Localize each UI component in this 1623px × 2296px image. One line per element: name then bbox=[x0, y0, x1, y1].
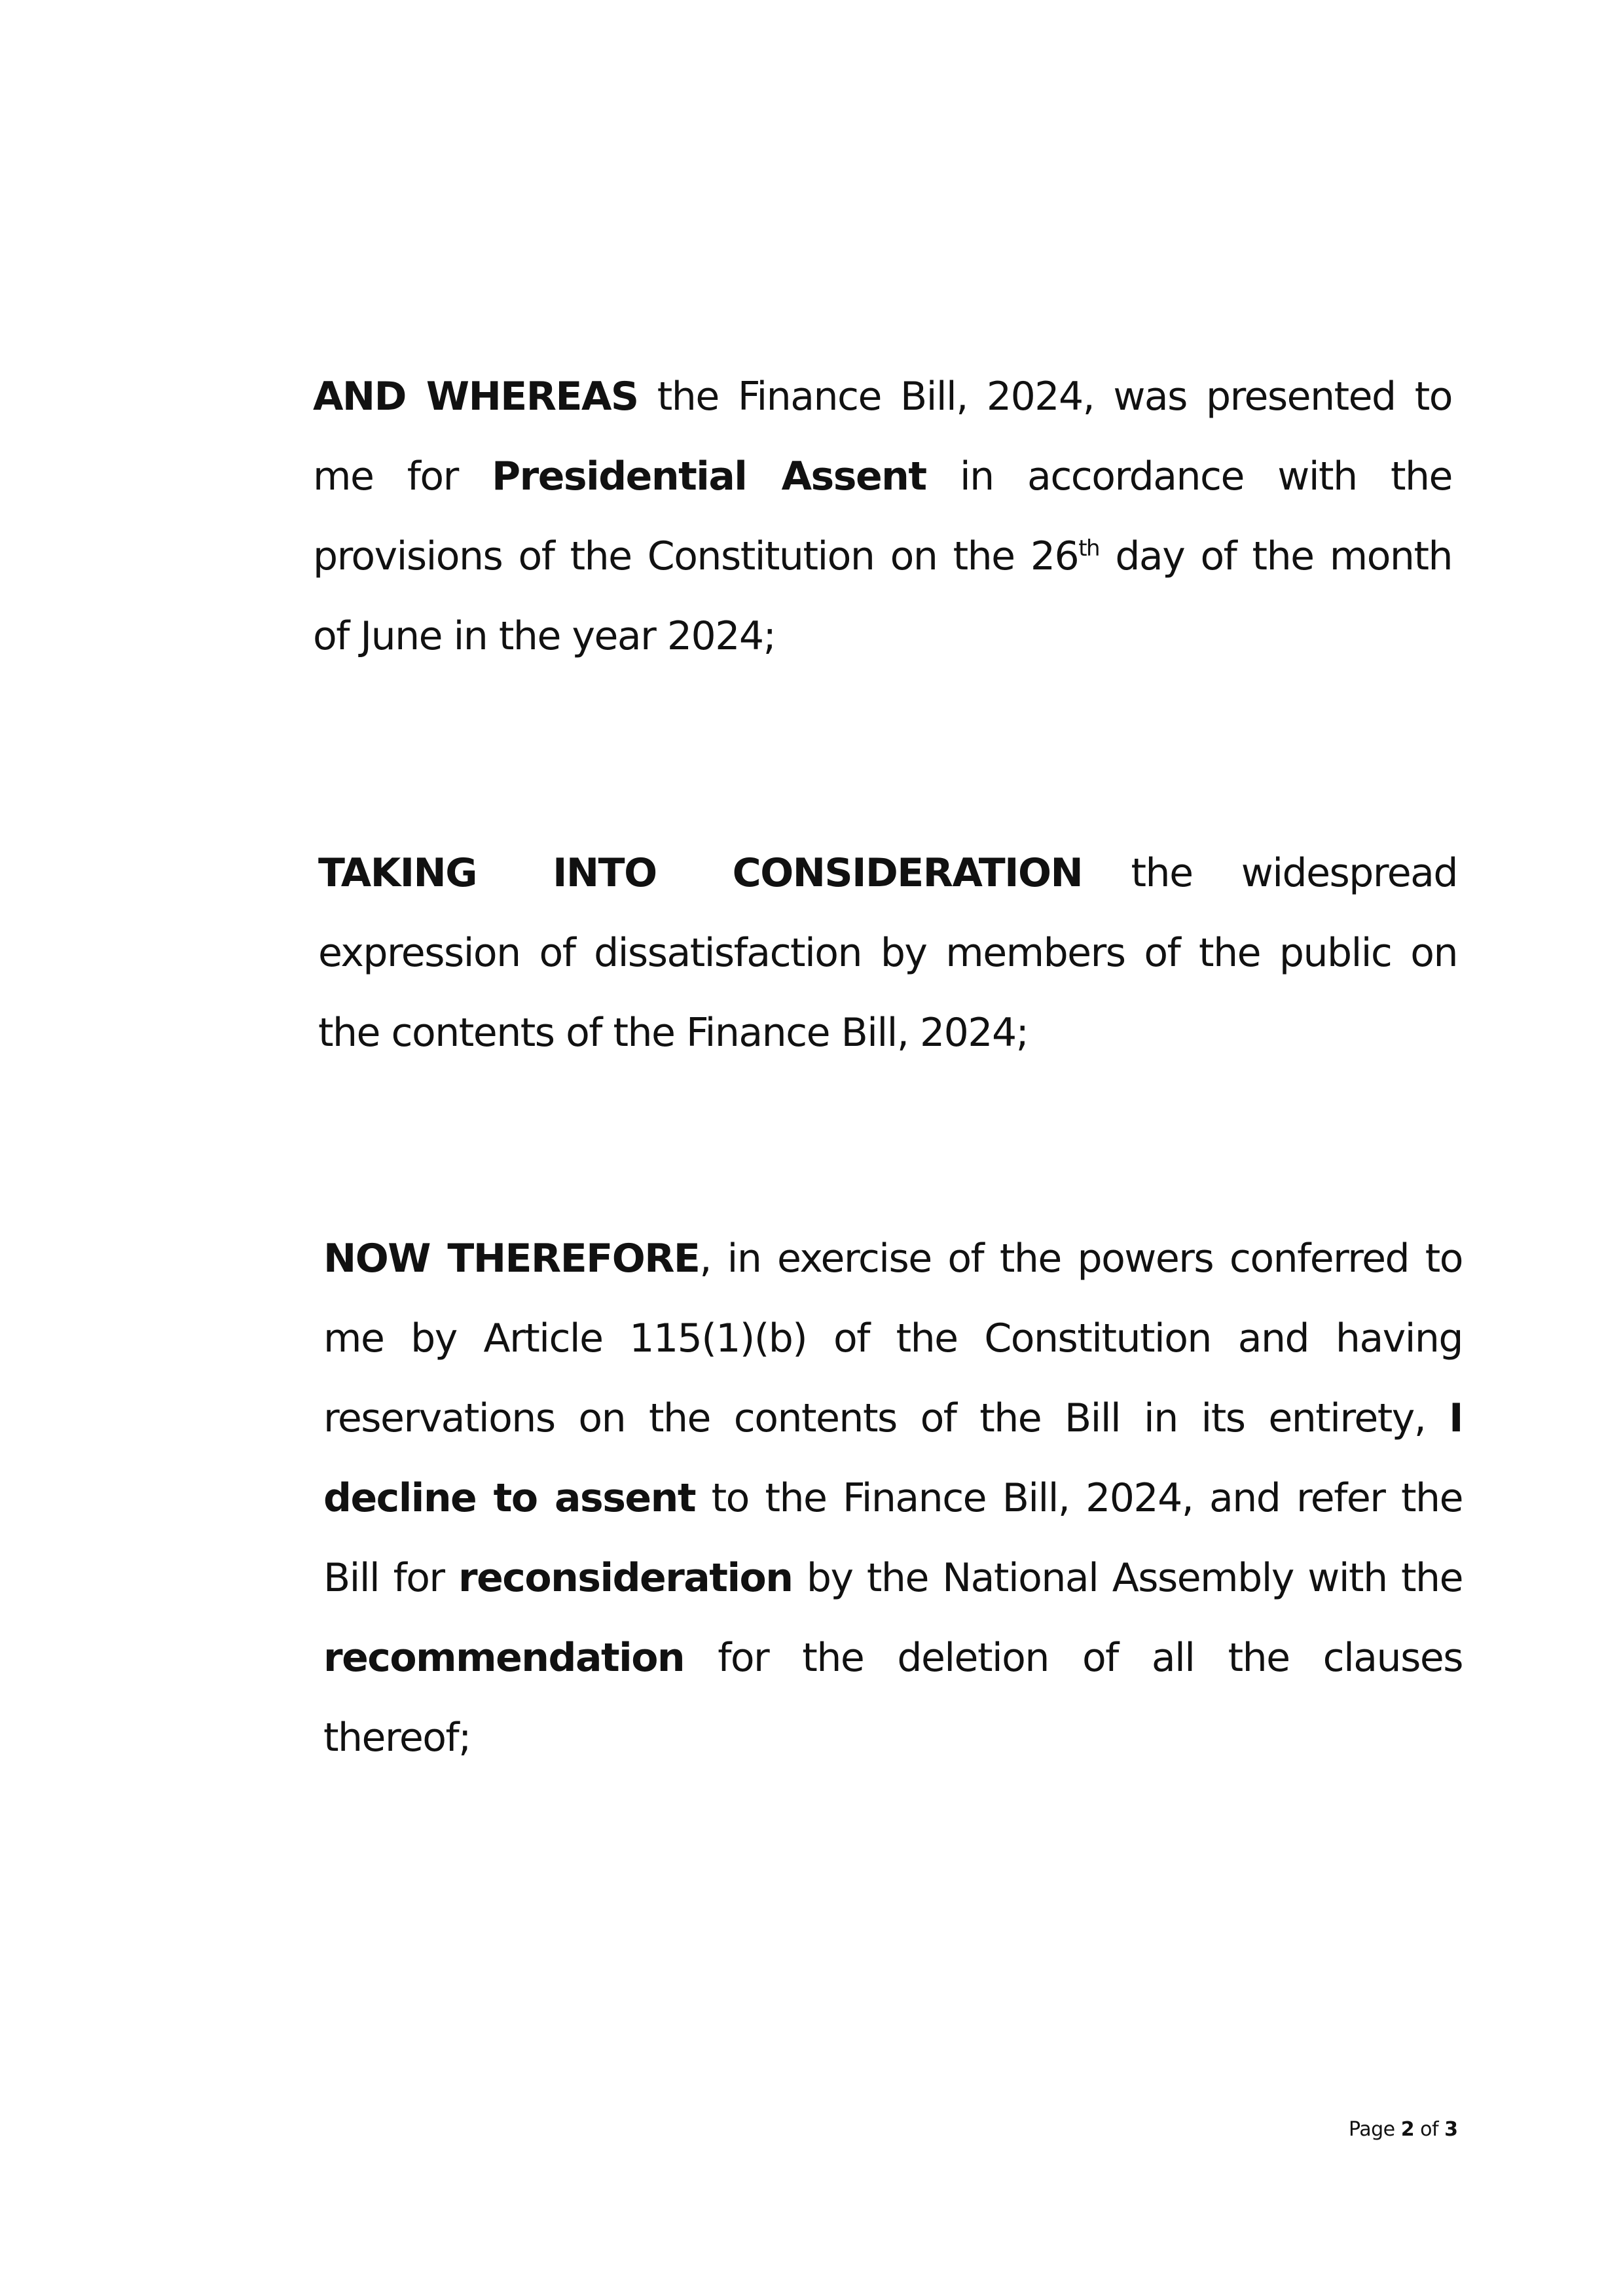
body-text: the widespread expression of dissatisfaction by members of the public on the contents of the Finance Bill, 2024; bbox=[318, 850, 1457, 1056]
body-text: , in exercise of the powers conferred to me by Article 115(1)(b) of the Constitution and having reservations on the contents of the Bill in its entirety, bbox=[323, 1236, 1463, 1441]
body-text: to the Finance Bill, 2024, and refer the Bill for bbox=[323, 1475, 1463, 1601]
current-page: 2 bbox=[1400, 2118, 1415, 2141]
body-text: day of the month of June in the year 2024; bbox=[313, 533, 1453, 659]
bold-phrase: AND WHEREAS bbox=[313, 374, 638, 420]
bold-phrase: NOW THEREFORE bbox=[323, 1236, 700, 1282]
bold-phrase: I decline to assent bbox=[323, 1395, 1463, 1521]
bold-phrase: TAKING INTO CONSIDERATION bbox=[318, 850, 1083, 896]
bold-phrase: reconsideration bbox=[458, 1555, 793, 1601]
page-label: Page bbox=[1349, 2118, 1395, 2141]
body-text: in accordance with the provisions of the Constitution on the 26 bbox=[313, 454, 1452, 579]
bold-phrase: recommendation bbox=[323, 1635, 685, 1681]
paragraph-and-whereas bbox=[313, 357, 1452, 676]
total-pages: 3 bbox=[1444, 2118, 1458, 2141]
bold-phrase: Presidential Assent bbox=[492, 454, 926, 499]
ordinal-suffix: th bbox=[1078, 535, 1100, 562]
page-number-footer bbox=[1349, 2118, 1457, 2141]
paragraph-now-therefore bbox=[323, 1219, 1463, 1778]
of-label: of bbox=[1420, 2118, 1439, 2141]
paragraph-taking-into-consideration bbox=[318, 833, 1457, 1073]
body-text: for the deletion of all the clauses thereof; bbox=[323, 1635, 1463, 1761]
body-text: the Finance Bill, 2024, was presented to me for bbox=[313, 374, 1452, 499]
body-text: by the National Assembly with the bbox=[792, 1555, 1463, 1601]
